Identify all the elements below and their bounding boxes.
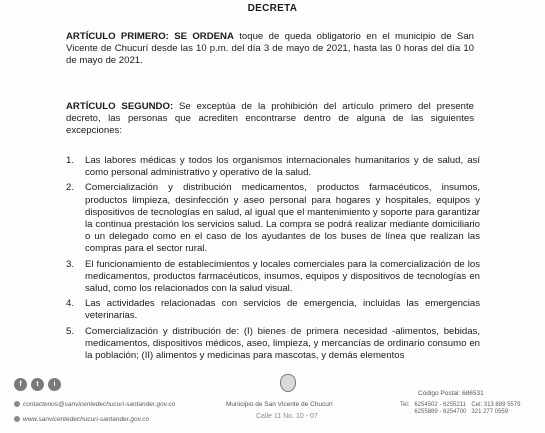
municipality-address: Calle 11 No. 10 - 07 bbox=[256, 413, 318, 420]
list-item-text: El funcionamiento de establecimientos y locales comerciales para la comercialización de los medicamentos, productos farmacéuticos, insumos, equipos y dispositivos de tecnologías en salud, como los relacionados con la salud visual. bbox=[85, 258, 480, 295]
contact-email-line bbox=[14, 401, 175, 408]
article-second-text: Se exceptúa de la prohibición del artículo primero del presente decreto, las personas que acrediten encontrarse dentro de alguna de las siguientes excepciones: bbox=[66, 101, 474, 137]
list-item-number: 3. bbox=[66, 258, 75, 270]
landline-numbers-a: 6254502 - 6255211 bbox=[414, 402, 466, 408]
postal-code: Código Postal: 686531 bbox=[418, 390, 484, 397]
landline-numbers-b: 6255889 - 6254700 bbox=[414, 409, 467, 415]
globe-icon bbox=[14, 416, 20, 422]
list-item-number: 1. bbox=[66, 155, 75, 166]
article-first-lead: ARTÍCULO PRIMERO: SE ORDENA bbox=[66, 31, 234, 42]
email-icon bbox=[14, 401, 20, 407]
list-item-text: Comercialización y distribución medicamentos, productos farmacéuticos, insumos, productos limpieza, desinfección y aseo personal para hogares y hospitales, equipos y dispositivos de tecnologías en salud, al igual que el mantenimiento y soporte para garantizar la continua prestación los servicios salud. La compra se podrá realizar mediante domiciliario o un delegado como en el caso de los ayudantes de los buses de línea que realizan las compras para el sector rural. bbox=[85, 182, 480, 255]
twitter-icon[interactable]: t bbox=[31, 378, 44, 391]
website-link[interactable]: www.sanvicentedechucuri-santander.gov.co bbox=[23, 416, 150, 423]
article-second-lead: ARTÍCULO SEGUNDO: bbox=[66, 101, 174, 112]
phone-block bbox=[400, 402, 525, 416]
mobile-column bbox=[471, 402, 520, 416]
list-item-number: 5. bbox=[66, 325, 75, 337]
article-first-text: toque de queda obligatorio en el municipio de San Vicente de Chucurí desde las 10 p.m. del día 3 de mayo de 2021, hasta las 0 horas del día 10 de mayo de 2021. bbox=[66, 31, 474, 67]
phone-label: Tel: bbox=[400, 402, 410, 408]
decree-heading: DECRETA bbox=[247, 3, 298, 14]
article-second-paragraph bbox=[66, 101, 474, 138]
website-line bbox=[14, 416, 149, 423]
mobile-number-a: Cel: 313 889 5579 bbox=[471, 402, 521, 408]
facebook-icon[interactable]: f bbox=[14, 378, 27, 391]
letterhead-footer bbox=[0, 368, 545, 433]
social-icons bbox=[14, 378, 61, 391]
landline-column bbox=[414, 402, 466, 416]
list-item-text: Comercialización y distribución de: (I) bienes de primera necesidad -alimentos, bebidas, medicamentos, dispositivos médicos, aseo, limpieza, y mercancías de ordinario consumo en la población; (II) alimentos y medicinas para mascotas, y demás elementos bbox=[85, 325, 480, 362]
list-item-number: 2. bbox=[66, 182, 75, 194]
list-item bbox=[66, 155, 480, 179]
list-item-text: Las actividades relacionadas con servicios de emergencia, incluidas las emergencias veterinarias. bbox=[85, 298, 480, 322]
list-item bbox=[66, 182, 480, 255]
instagram-icon[interactable]: i bbox=[48, 378, 61, 391]
list-item bbox=[66, 259, 480, 296]
mobile-number-b: 321 277 0559 bbox=[471, 409, 509, 415]
municipal-seal-icon bbox=[280, 374, 296, 392]
contact-email[interactable]: contactenos@sanvicentedechucuri-santander.gov.co bbox=[23, 401, 176, 408]
list-item-number: 4. bbox=[66, 298, 75, 310]
article-first-paragraph bbox=[66, 31, 474, 68]
exceptions-list bbox=[66, 155, 480, 365]
list-item bbox=[66, 298, 480, 322]
list-item-text: Las labores médicas y todos los organismos internacionales humanitarios y de salud, así como personal administrativo y operativo de la salud. bbox=[85, 155, 480, 179]
list-item bbox=[66, 326, 480, 363]
municipality-name: Municipio de San Vicente de Chucurí bbox=[226, 401, 333, 408]
